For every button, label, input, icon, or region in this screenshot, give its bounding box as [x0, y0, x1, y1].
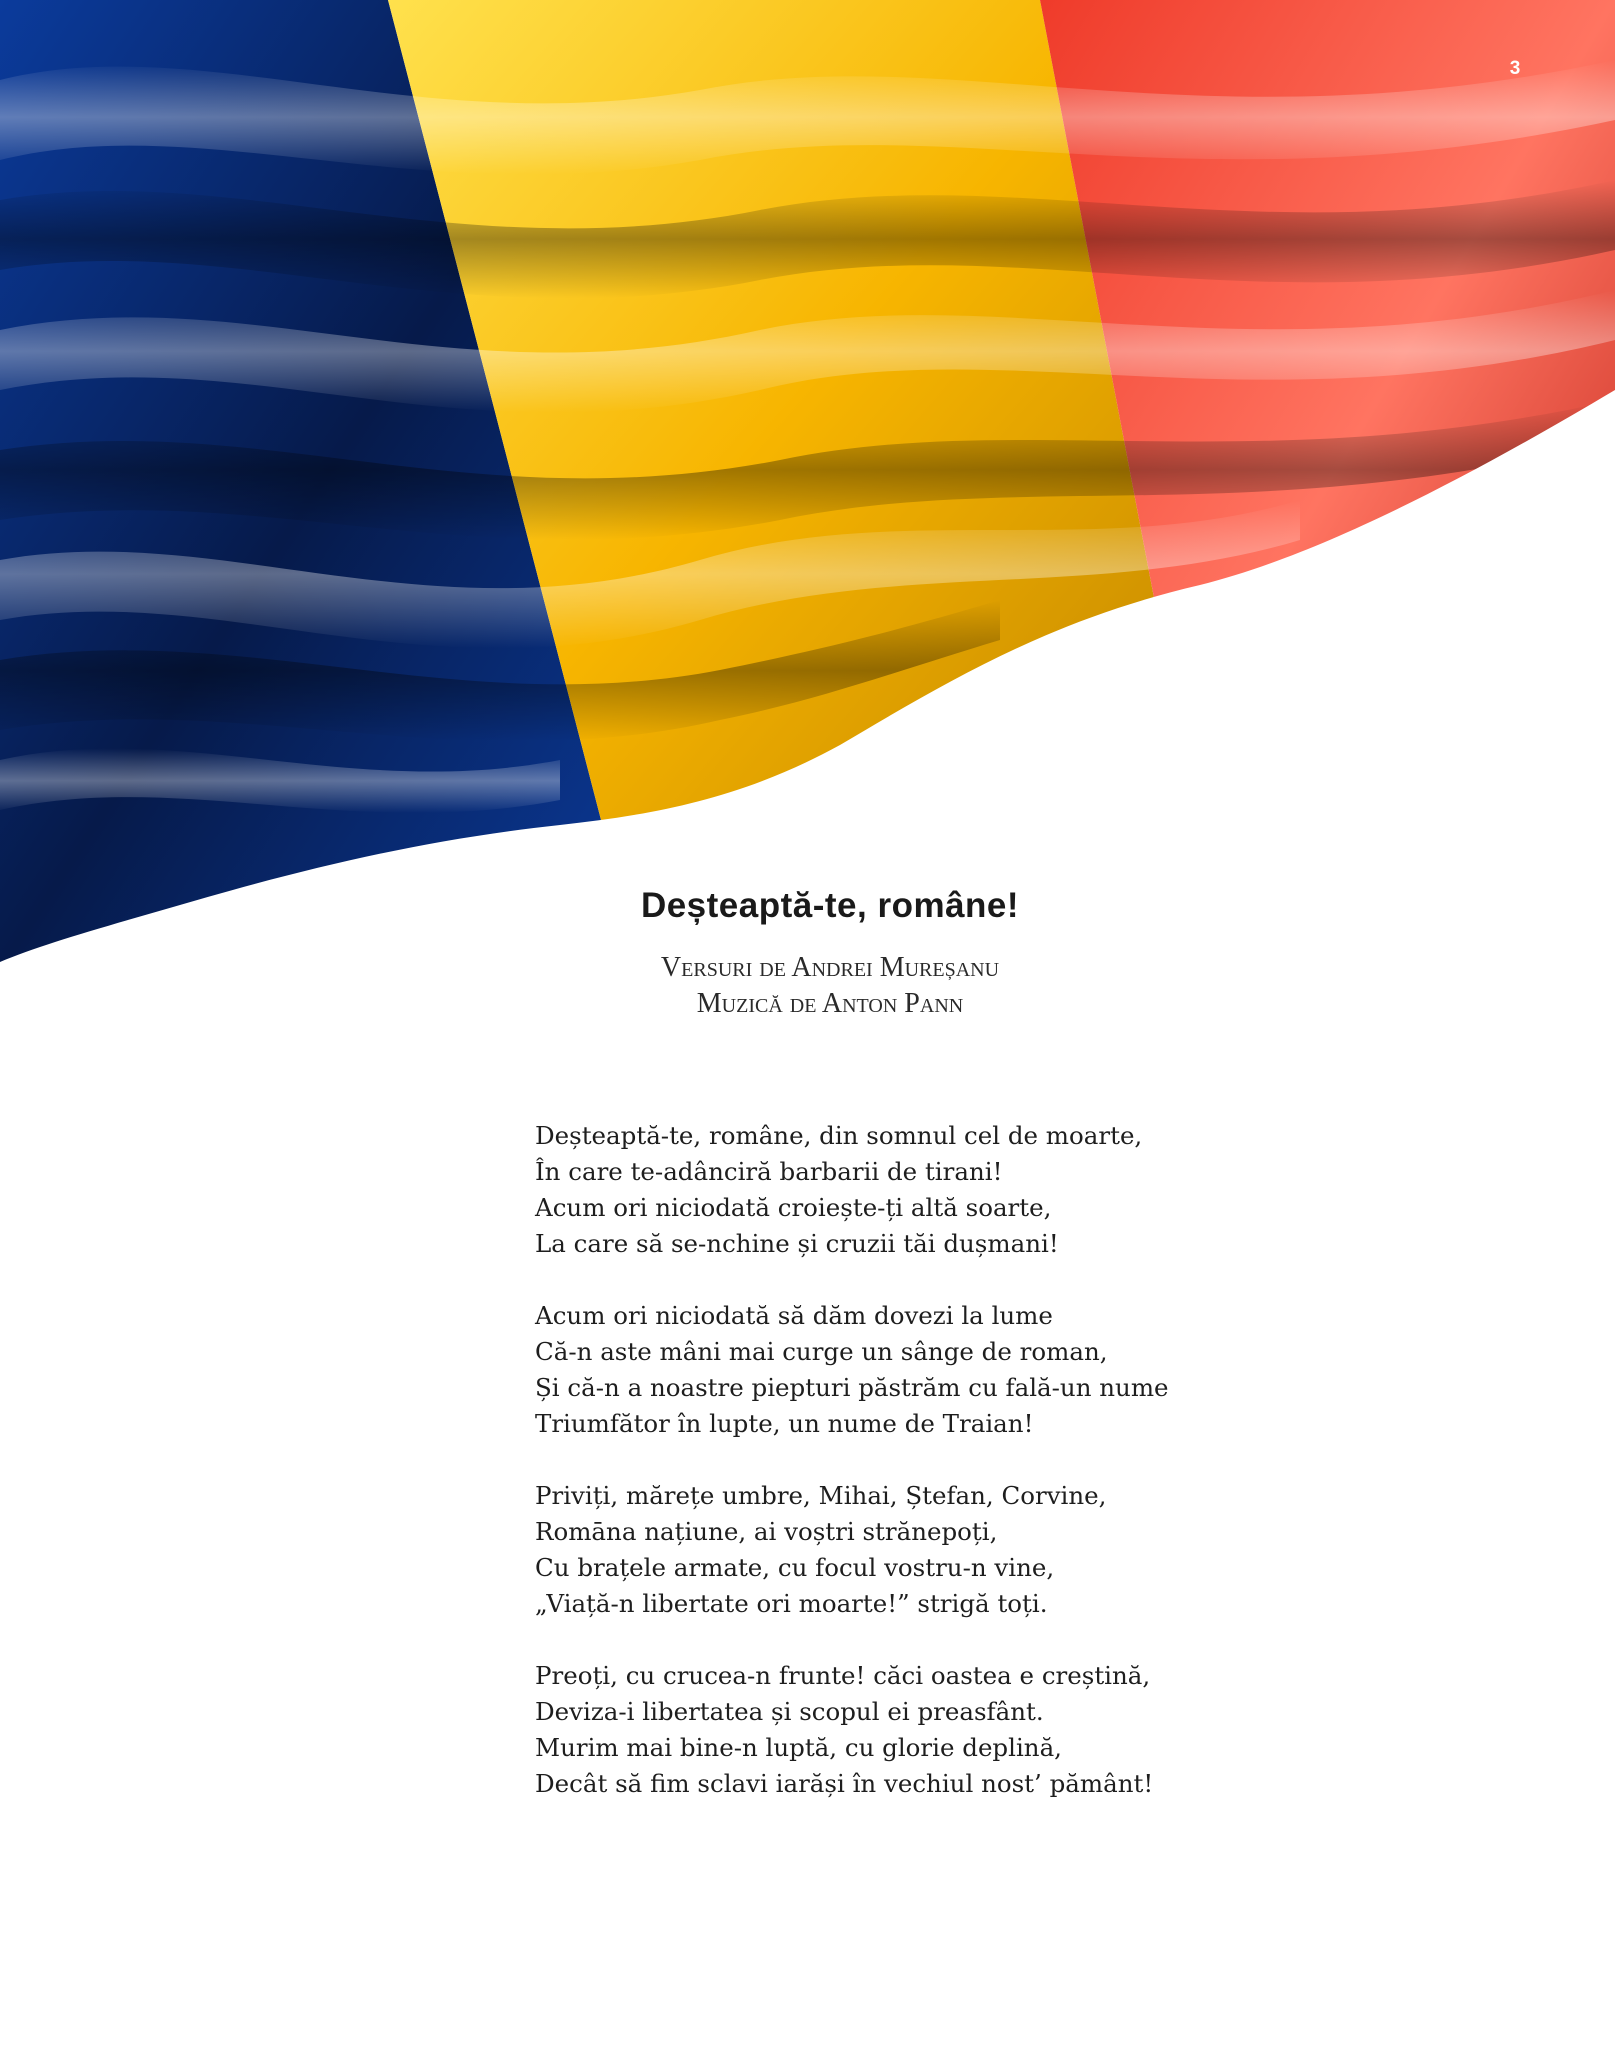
stanza — [535, 1298, 1235, 1442]
music-credit: Muzică de Anton Pann — [696, 988, 964, 1019]
verse-line: Priviți, mărețe umbre, Mihai, Ștefan, Corvine, — [535, 1481, 1107, 1510]
verse-line: Că-n aste mâni mai curge un sânge de roman, — [535, 1337, 1108, 1366]
lyrics-credit: Versuri de Andrei Mureșanu — [660, 952, 1000, 983]
verse-line: La care să se-nchine și cruzii tăi dușmani! — [535, 1229, 1059, 1258]
flag-silk-shadows — [0, 180, 1615, 741]
verse-line: Decât să fim sclavi iarăși în vechiul nost’ pământ! — [535, 1769, 1154, 1798]
verse-line: Deviza-i libertatea și scopul ei preasfânt. — [535, 1697, 1044, 1726]
verse-line: Preoți, cu crucea-n frunte! căci oastea e creștină, — [535, 1661, 1151, 1690]
verse-line: În care te-adânciră barbarii de tirani! — [535, 1157, 1003, 1186]
anthem-lyrics — [535, 1118, 1235, 1838]
credits — [560, 950, 1100, 1022]
verse-line: Acum ori niciodată să dăm dovezi la lume — [535, 1301, 1053, 1330]
stanza — [535, 1118, 1235, 1262]
verse-line: Murim mai bine-n luptă, cu glorie deplină, — [535, 1733, 1062, 1762]
verse-line: Triumfător în lupte, un nume de Traian! — [535, 1409, 1034, 1438]
page-title: Deșteaptă-te, române! — [640, 886, 1020, 925]
verse-line: Deșteaptă-te, române, din somnul cel de moarte, — [535, 1121, 1143, 1150]
verse-line: Romāna națiune, ai voștri strănepoți, — [535, 1517, 998, 1546]
verse-line: „Viață-n libertate ori moarte!” strigă toți. — [535, 1589, 1048, 1618]
verse-line: Acum ori niciodată croiește-ți altă soarte, — [535, 1193, 1052, 1222]
stanza — [535, 1658, 1235, 1802]
romanian-flag-image — [0, 0, 1615, 970]
page-number: 3 — [1509, 58, 1521, 79]
verse-line: Și că-n a noastre piepturi păstrăm cu fală-un nume — [535, 1373, 1169, 1402]
verse-line: Cu brațele armate, cu focul vostru-n vine, — [535, 1553, 1055, 1582]
stanza — [535, 1478, 1235, 1622]
